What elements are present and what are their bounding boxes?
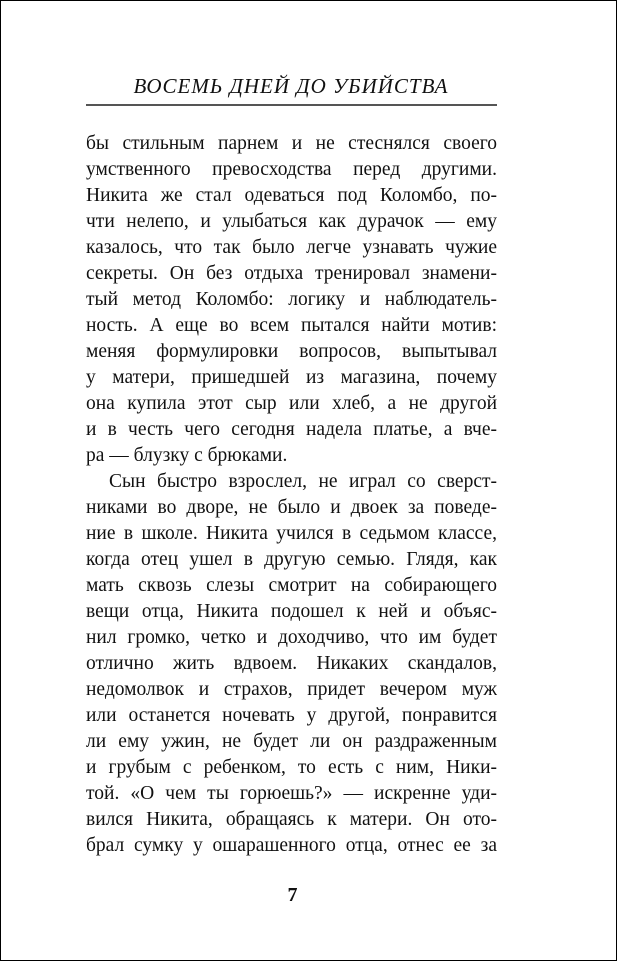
text-line: той. «О чем ты горюешь?» — искренне уди- — [86, 783, 497, 804]
text-line: у матери, пришедшей из магазина, почему — [86, 367, 497, 388]
text-line: и в честь чего сегодня надела платье, а вче- — [86, 419, 497, 440]
text-line: тый метод Коломбо: логику и наблюдатель- — [86, 289, 497, 310]
text-line: умственного превосходства перед другими. — [86, 159, 497, 180]
text-line: или останется ночевать у другой, понравится — [86, 705, 497, 726]
text-line: когда отец ушел в другую семью. Глядя, как — [86, 549, 497, 570]
text-line: ли ему ужин, не будет ли он раздраженным — [86, 731, 497, 752]
paragraph-2 — [86, 469, 497, 859]
text-line: чти нелепо, и улыбаться как дурачок — ему — [86, 211, 497, 232]
text-line: меняя формулировки вопросов, выпытывал — [86, 341, 497, 362]
text-line: секреты. Он без отдыха тренировал знамени- — [86, 263, 497, 284]
text-line: ние в школе. Никита учился в седьмом классе, — [86, 523, 497, 544]
text-line: мать сквозь слезы смотрит на собирающего — [86, 575, 497, 596]
text-line: ность. А еще во всем пытался найти мотив: — [86, 315, 497, 336]
text-line: вещи отца, Никита подошел к ней и объяс- — [86, 601, 497, 622]
text-line: казалось, что так было легче узнавать чужие — [86, 237, 497, 258]
text-line: она купила этот сыр или хлеб, а не другой — [86, 393, 497, 414]
page-number: 7 — [287, 884, 298, 906]
text-line: ра — блузку с брюками. — [86, 445, 288, 466]
body-text — [86, 131, 497, 859]
running-header: ВОСЕМЬ ДНЕЙ ДО УБИЙСТВА — [133, 74, 449, 98]
text-line: никами во дворе, не было и двоек за поведе- — [86, 497, 497, 518]
text-line: и грубым с ребенком, то есть с ним, Ники- — [86, 757, 497, 778]
text-line: нил громко, четко и доходчиво, что им будет — [86, 627, 497, 648]
text-line: брал сумку у ошарашенного отца, отнес ее за — [86, 835, 497, 856]
text-line: отлично жить вдвоем. Никаких скандалов, — [86, 653, 497, 674]
text-line: бы стильным парнем и не стеснялся своего — [86, 133, 497, 154]
paragraph-1 — [86, 131, 497, 469]
text-line: недомолвок и страхов, придет вечером муж — [86, 679, 497, 700]
header-rule — [86, 104, 497, 106]
text-line: Сын быстро взрослел, не играл со сверст- — [109, 471, 497, 492]
text-line: вился Никита, обращаясь к матери. Он ото- — [86, 809, 497, 830]
text-line: Никита же стал одеваться под Коломбо, по- — [86, 185, 497, 206]
